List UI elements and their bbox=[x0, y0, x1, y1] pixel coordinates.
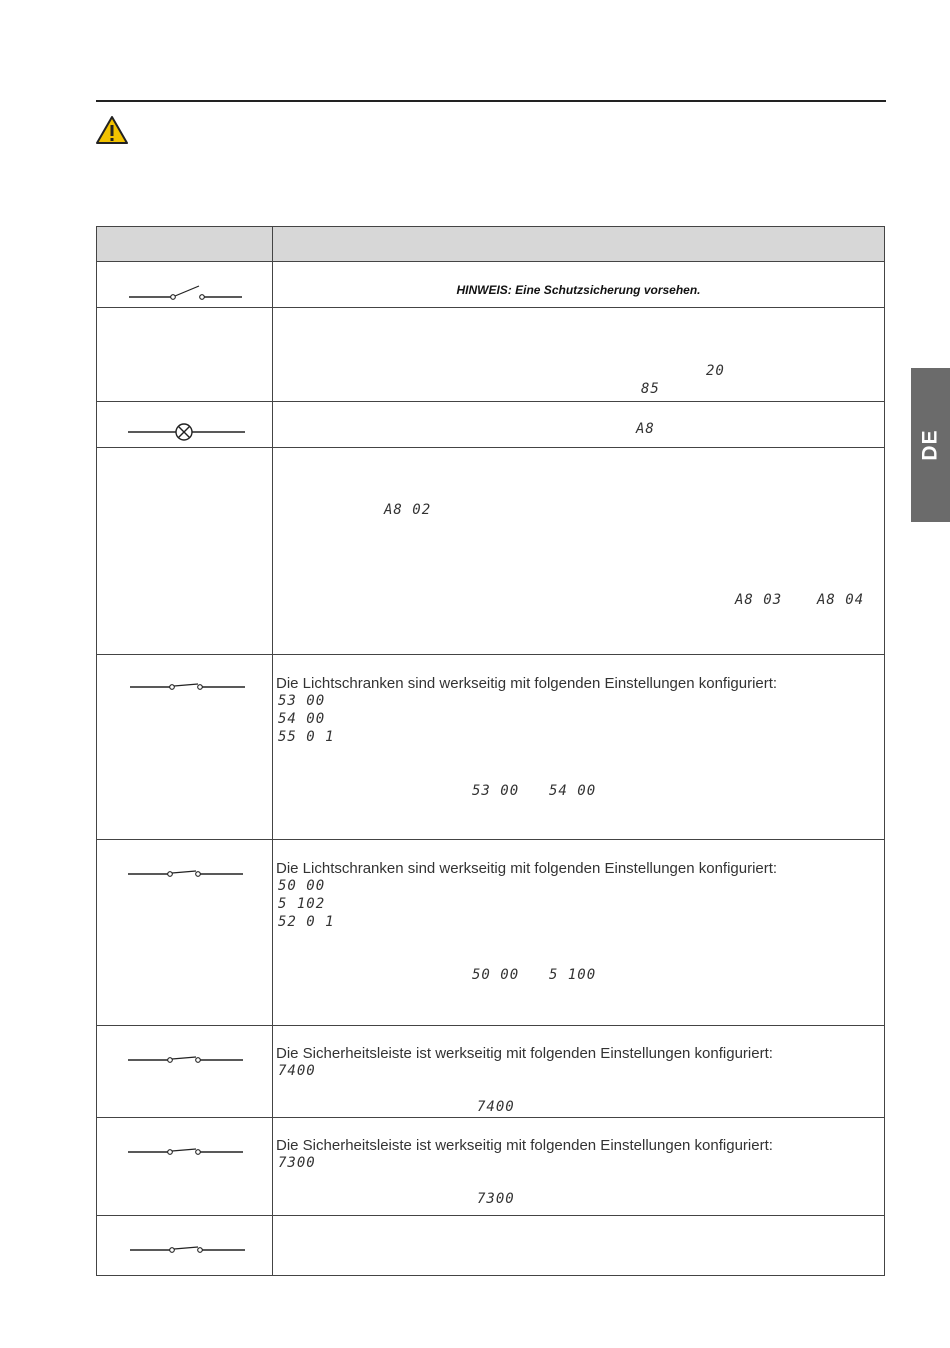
description-cell bbox=[273, 840, 885, 1026]
switch-closed-icon bbox=[97, 840, 272, 900]
table-row bbox=[97, 262, 885, 308]
setting-code: 54 00 bbox=[278, 711, 326, 727]
display-code: A8 03 bbox=[735, 592, 783, 608]
warning-triangle-icon bbox=[95, 115, 129, 145]
setting-code: 53 00 bbox=[278, 693, 326, 709]
switch-closed-icon bbox=[97, 1026, 272, 1076]
setting-code: 50 00 bbox=[278, 878, 326, 894]
symbol-cell bbox=[97, 655, 273, 840]
display-code: 20 bbox=[706, 363, 725, 379]
description-cell bbox=[273, 655, 885, 840]
display-code: 53 00 bbox=[472, 783, 520, 799]
table-row bbox=[97, 448, 885, 655]
language-tab bbox=[911, 368, 950, 522]
setting-code: 52 0 1 bbox=[278, 914, 335, 930]
display-code: A8 04 bbox=[817, 592, 865, 608]
table-row bbox=[97, 1118, 885, 1216]
table-row bbox=[97, 1216, 885, 1276]
display-code: 85 bbox=[641, 381, 660, 397]
table-header bbox=[97, 227, 885, 262]
language-tab-label: DE bbox=[918, 429, 942, 461]
description-cell bbox=[273, 1216, 885, 1276]
setting-code: 5 102 bbox=[278, 896, 326, 912]
symbol-cell bbox=[97, 1026, 273, 1118]
switch-closed-icon bbox=[97, 655, 272, 715]
display-code: 7300 bbox=[477, 1191, 515, 1207]
top-rule bbox=[96, 100, 886, 102]
table-row bbox=[97, 840, 885, 1026]
setting-code: 7300 bbox=[278, 1155, 316, 1171]
display-code: A8 bbox=[636, 421, 655, 437]
symbol-cell bbox=[97, 448, 273, 655]
description-cell bbox=[273, 1026, 885, 1118]
config-text: Die Lichtschranken sind werkseitig mit folgenden Einstellungen konfiguriert: bbox=[276, 860, 778, 877]
display-code: 50 00 bbox=[472, 967, 520, 983]
description-cell bbox=[273, 262, 885, 308]
display-code: 54 00 bbox=[549, 783, 597, 799]
display-code: 7400 bbox=[477, 1099, 515, 1115]
config-text: Die Sicherheitsleiste ist werkseitig mit folgenden Einstellungen konfiguriert: bbox=[276, 1045, 773, 1062]
setting-code: 7400 bbox=[278, 1063, 316, 1079]
symbol-cell bbox=[97, 1118, 273, 1216]
connection-table bbox=[96, 226, 885, 1276]
table-row bbox=[97, 308, 885, 402]
setting-code: 55 0 1 bbox=[278, 729, 335, 745]
table-row bbox=[97, 655, 885, 840]
protection-note: HINWEIS: Eine Schutzsicherung vorsehen. bbox=[456, 283, 701, 297]
description-cell bbox=[273, 402, 885, 448]
description-cell bbox=[273, 448, 885, 655]
header-col-symbol bbox=[97, 227, 273, 262]
config-text: Die Sicherheitsleiste ist werkseitig mit folgenden Einstellungen konfiguriert: bbox=[276, 1137, 773, 1154]
switch-open-icon bbox=[97, 262, 272, 306]
description-cell bbox=[273, 308, 885, 402]
header-col-description bbox=[273, 227, 885, 262]
switch-closed-icon bbox=[97, 1118, 272, 1168]
switch-closed-icon bbox=[97, 1216, 272, 1272]
lamp-icon bbox=[97, 402, 272, 446]
display-code: A8 02 bbox=[384, 502, 432, 518]
display-code: 5 100 bbox=[549, 967, 597, 983]
symbol-cell bbox=[97, 1216, 273, 1276]
table-row bbox=[97, 402, 885, 448]
symbol-cell bbox=[97, 308, 273, 402]
symbol-cell bbox=[97, 840, 273, 1026]
description-cell bbox=[273, 1118, 885, 1216]
symbol-cell bbox=[97, 262, 273, 308]
table-row bbox=[97, 1026, 885, 1118]
config-text: Die Lichtschranken sind werkseitig mit folgenden Einstellungen konfiguriert: bbox=[276, 675, 778, 692]
symbol-cell bbox=[97, 402, 273, 448]
